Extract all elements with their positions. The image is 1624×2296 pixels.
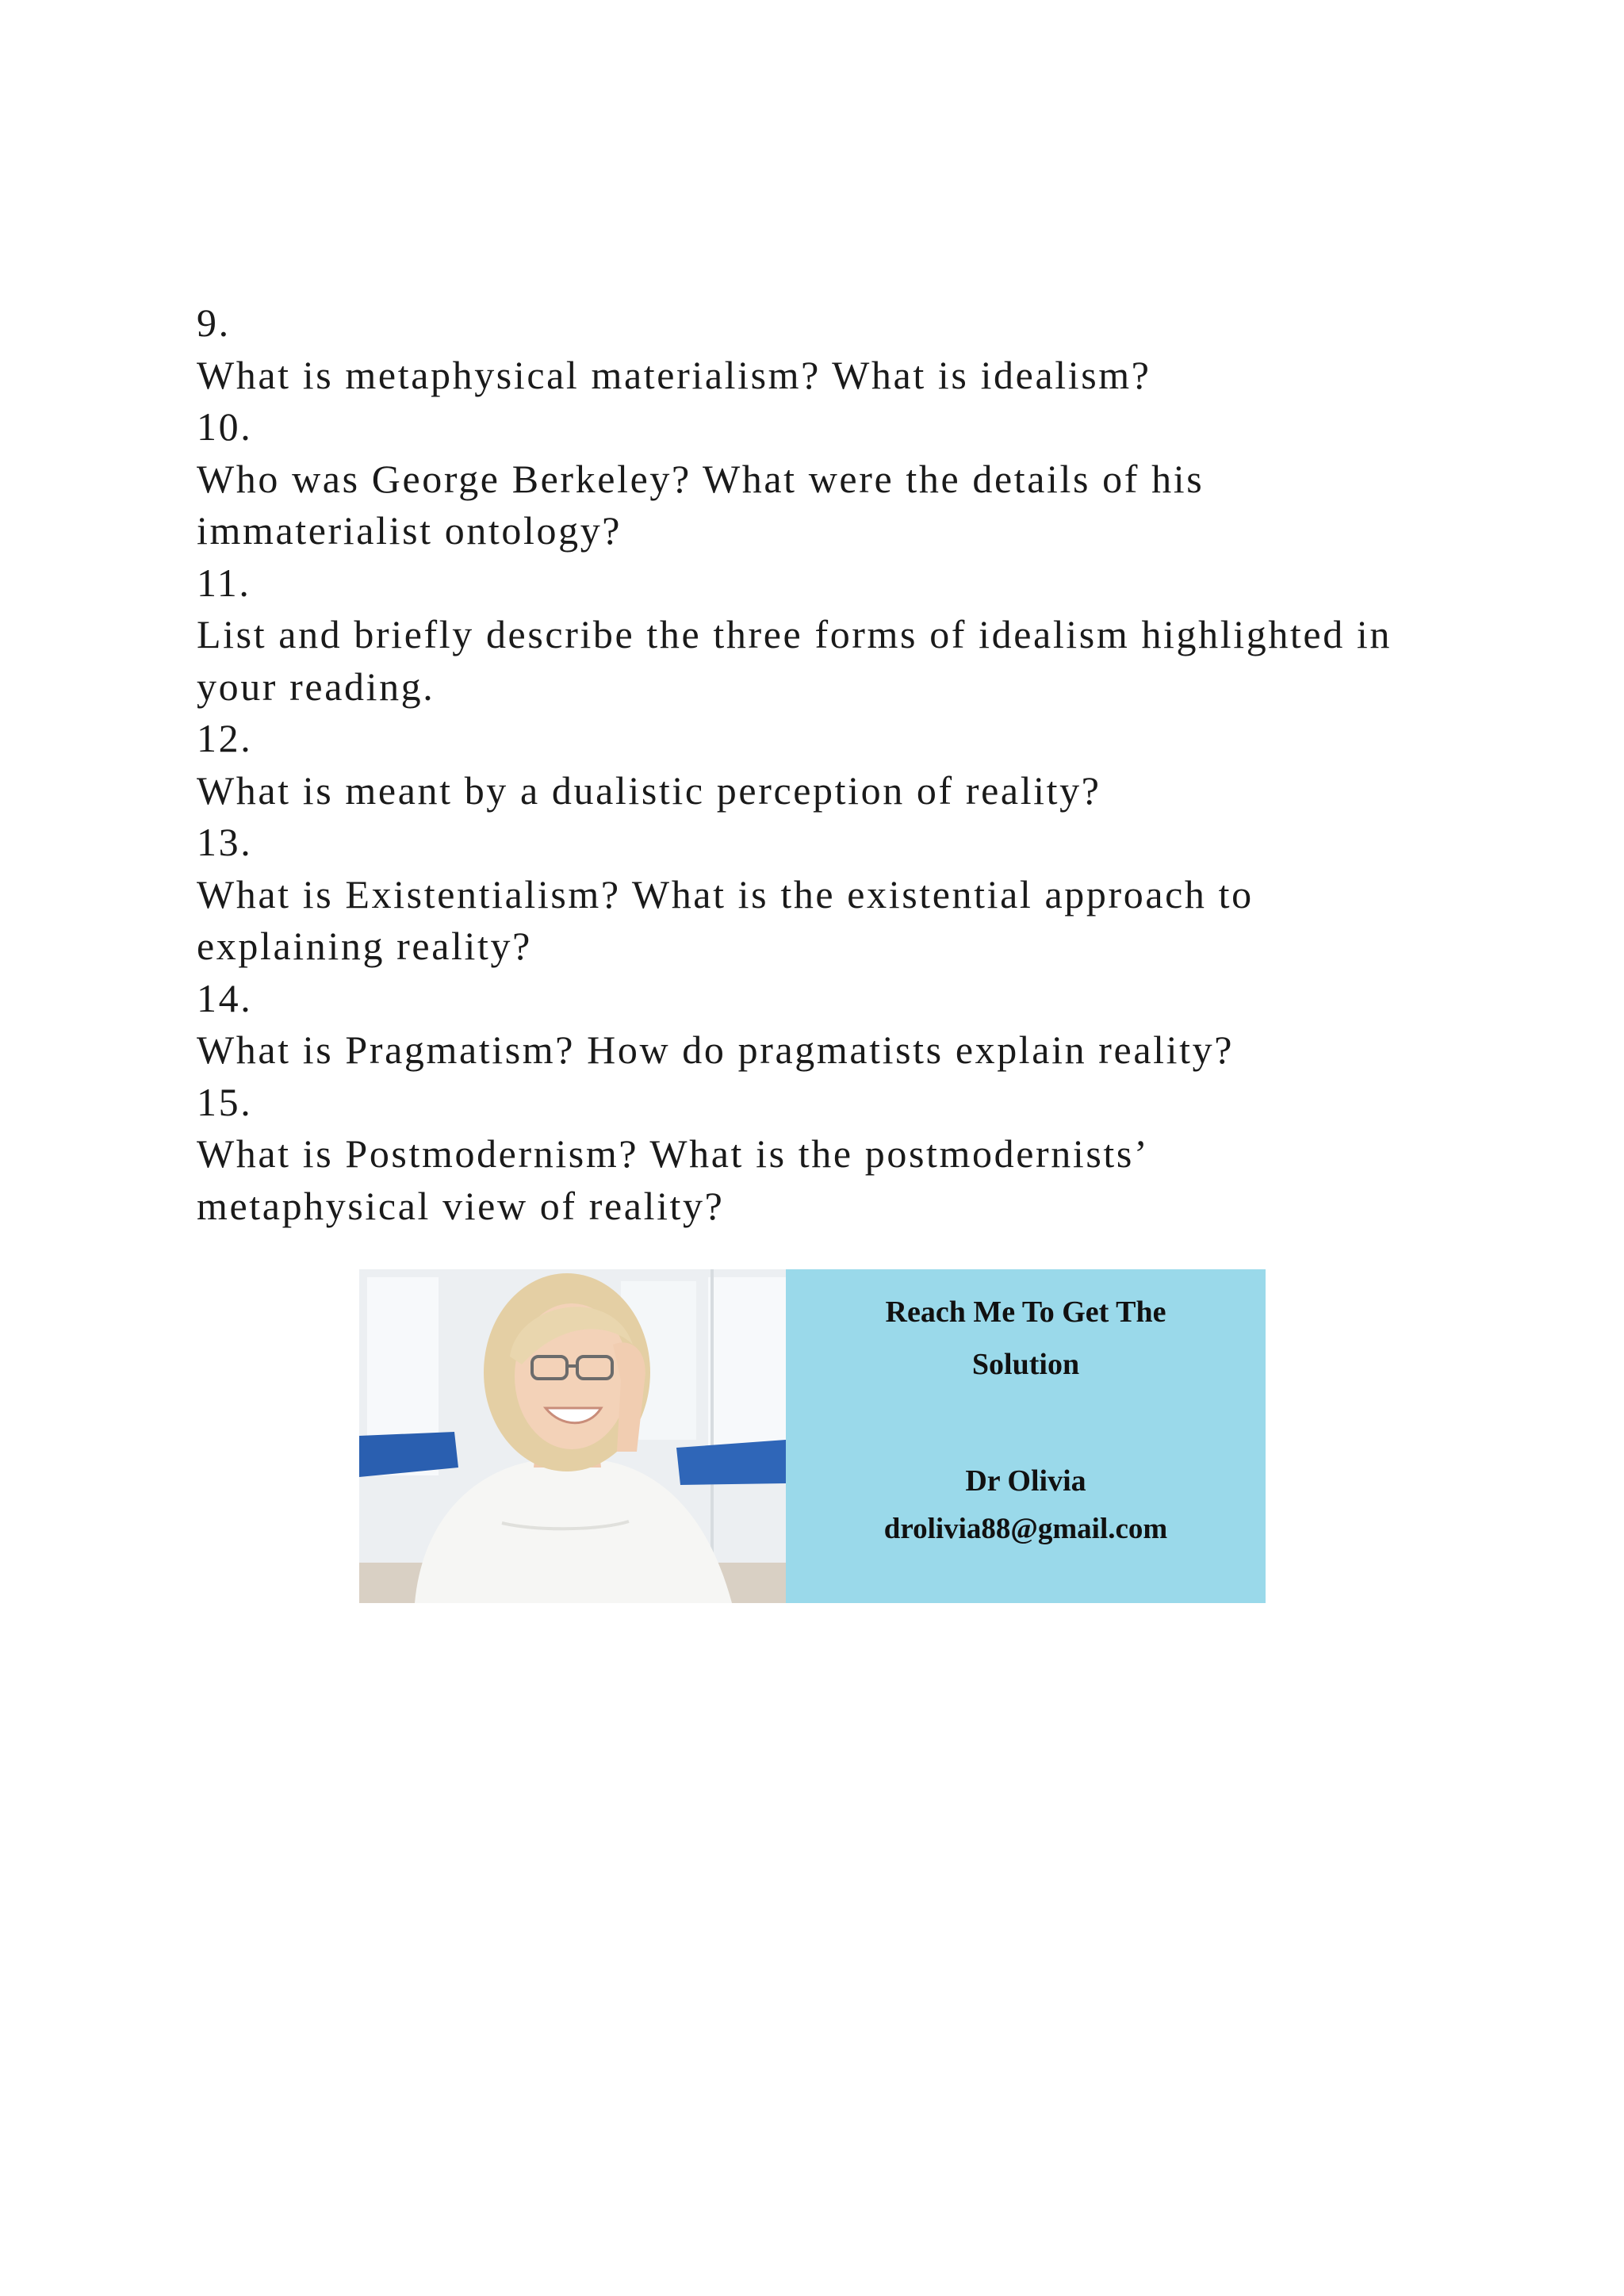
question-number: 9. [197,300,231,345]
question-text: What is meant by a dualistic perception of reality? [197,767,1101,813]
question-number: 11. [197,560,251,605]
question-text: List and briefly describe the three forms of idealism highlighted in your reading. [197,612,1392,709]
contact-banner [359,1269,1266,1603]
contact-info-panel [786,1269,1266,1603]
banner-line-1: Reach Me To Get The [885,1295,1166,1329]
question-text: Who was George Berkeley? What were the details of his immaterialist ontology? [197,456,1205,553]
question-number: 10. [197,404,253,449]
question-text: What is Postmodernism? What is the postmodernists’ metaphysical view of reality? [197,1131,1147,1228]
woman-photo [359,1269,786,1603]
woman-photo-illustration [359,1269,786,1603]
question-text: What is Pragmatism? How do pragmatists explain reality? [197,1027,1234,1072]
question-number: 12. [197,716,253,760]
contact-name: Dr Olivia [965,1464,1086,1498]
question-number: 13. [197,820,253,864]
question-text: What is metaphysical materialism? What is idealism? [197,352,1151,397]
question-text: What is Existentialism? What is the existential approach to explaining reality? [197,871,1254,968]
question-number: 15. [197,1079,253,1124]
question-list [197,297,1497,1232]
question-number: 14. [197,975,253,1020]
banner-line-2: Solution [971,1348,1080,1381]
contact-email: drolivia88@gmail.com [883,1513,1168,1545]
